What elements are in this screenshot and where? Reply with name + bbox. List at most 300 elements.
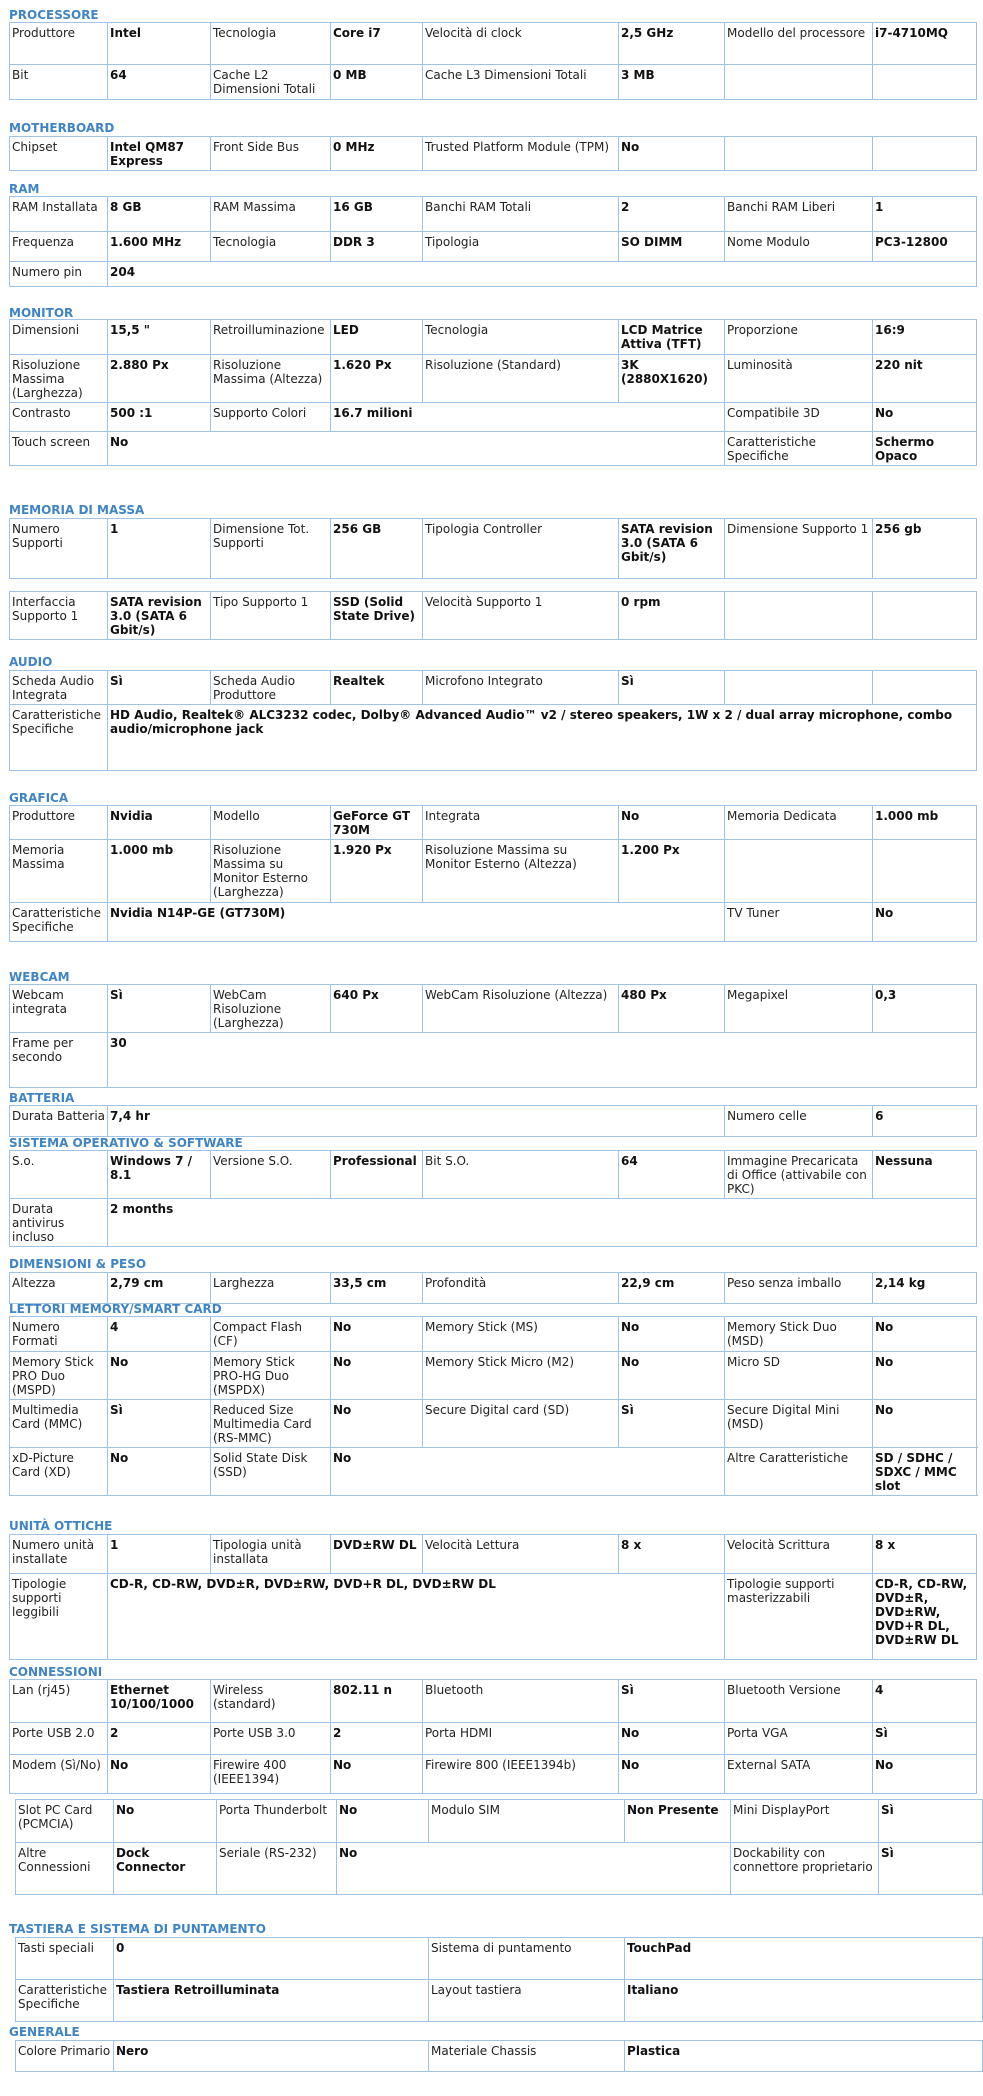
spec-label: Produttore xyxy=(10,806,108,840)
spec-value: Dock Connector xyxy=(114,1843,217,1895)
spec-row xyxy=(16,1980,983,2022)
spec-value: 3 MB xyxy=(619,65,725,100)
spec-value: Sì xyxy=(879,1843,983,1895)
spec-label: Nome Modulo xyxy=(725,232,873,262)
spec-value: 1 xyxy=(108,519,211,579)
spec-row xyxy=(10,592,977,640)
spec-label: Secure Digital Mini (MSD) xyxy=(725,1400,873,1448)
spec-label: Memory Stick PRO Duo (MSPD) xyxy=(10,1352,108,1400)
spec-table xyxy=(15,2040,983,2072)
spec-label: Layout tastiera xyxy=(429,1980,625,2022)
spec-value: No xyxy=(619,806,725,840)
spec-label: xD-Picture Card (XD) xyxy=(10,1448,108,1496)
spec-label: Profondità xyxy=(423,1273,619,1304)
spec-label: Modello del processore xyxy=(725,23,873,65)
section-title: MEMORIA DI MASSA xyxy=(9,503,145,517)
spec-row xyxy=(10,1535,977,1574)
section-title: PROCESSORE xyxy=(9,8,99,22)
spec-table xyxy=(9,136,977,171)
spec-row xyxy=(10,1755,977,1794)
spec-row xyxy=(10,903,977,942)
spec-label: Multimedia Card (MMC) xyxy=(10,1400,108,1448)
spec-label: Firewire 400 (IEEE1394) xyxy=(211,1755,331,1794)
spec-value: 64 xyxy=(619,1151,725,1199)
spec-value xyxy=(873,671,977,705)
spec-value: 220 nit xyxy=(873,355,977,403)
spec-value: 16:9 xyxy=(873,320,977,355)
spec-value: 1.200 Px xyxy=(619,840,725,903)
spec-label: Velocità Lettura xyxy=(423,1535,619,1574)
spec-table xyxy=(9,591,977,640)
spec-label: Retroilluminazione xyxy=(211,320,331,355)
spec-label: Frequenza xyxy=(10,232,108,262)
section-title: MOTHERBOARD xyxy=(9,121,115,135)
spec-label: Bluetooth Versione xyxy=(725,1680,873,1723)
spec-label: Porta VGA xyxy=(725,1723,873,1755)
spec-value: 0 MHz xyxy=(331,137,423,171)
spec-table xyxy=(15,1937,983,2022)
spec-row xyxy=(10,432,977,466)
spec-label: Altre Connessioni xyxy=(16,1843,114,1895)
spec-value: Sì xyxy=(879,1800,983,1843)
spec-value: No xyxy=(873,1400,977,1448)
spec-value: Sì xyxy=(108,1400,211,1448)
spec-table xyxy=(9,1534,977,1660)
spec-label: Produttore xyxy=(10,23,108,65)
spec-value: 16 GB xyxy=(331,197,423,232)
spec-value: Italiano xyxy=(625,1980,983,2022)
spec-label: Memory Stick Duo (MSD) xyxy=(725,1317,873,1352)
spec-value: 1.000 mb xyxy=(108,840,211,903)
spec-value: 2 xyxy=(108,1723,211,1755)
spec-value: 1 xyxy=(873,197,977,232)
spec-label: Contrasto xyxy=(10,403,108,432)
spec-label: Modulo SIM xyxy=(429,1800,625,1843)
spec-table xyxy=(9,1105,977,1137)
spec-label: Tipo Supporto 1 xyxy=(211,592,331,640)
spec-value: 4 xyxy=(873,1680,977,1723)
spec-value: Intel QM87 Express xyxy=(108,137,211,171)
spec-value: No xyxy=(331,1317,423,1352)
spec-value: No xyxy=(331,1448,725,1496)
spec-value: CD-R, CD-RW, DVD±R, DVD±RW, DVD+R DL, DVD±RW DL xyxy=(873,1574,977,1660)
section-title: LETTORI MEMORY/SMART CARD xyxy=(9,1302,222,1316)
spec-value: i7-4710MQ xyxy=(873,23,977,65)
spec-row xyxy=(10,1574,977,1660)
spec-label: Colore Primario xyxy=(16,2041,114,2072)
spec-value: 33,5 cm xyxy=(331,1273,423,1304)
spec-label: Versione S.O. xyxy=(211,1151,331,1199)
section-title: WEBCAM xyxy=(9,970,70,984)
spec-value: 7,4 hr xyxy=(108,1106,725,1137)
spec-value: Realtek xyxy=(331,671,423,705)
spec-value: 0 xyxy=(114,1938,429,1980)
spec-label: Immagine Precaricata di Office (attivabile con PKC) xyxy=(725,1151,873,1199)
spec-label: Chipset xyxy=(10,137,108,171)
spec-label: Tipologia unità installata xyxy=(211,1535,331,1574)
spec-value: No xyxy=(619,137,725,171)
section-title: AUDIO xyxy=(9,655,53,669)
spec-value: HD Audio, Realtek® ALC3232 codec, Dolby® Advanced Audio™ v2 / stereo speakers, 1W x 2 / dual array microphone, combo audio/microphone jack xyxy=(108,705,977,771)
spec-value: Intel xyxy=(108,23,211,65)
spec-value: Sì xyxy=(108,671,211,705)
spec-label: Risoluzione Massima su Monitor Esterno (Larghezza) xyxy=(211,840,331,903)
spec-value: No xyxy=(873,1317,977,1352)
spec-label: Larghezza xyxy=(211,1273,331,1304)
spec-label: Porte USB 3.0 xyxy=(211,1723,331,1755)
spec-row xyxy=(10,320,977,355)
spec-label: Altezza xyxy=(10,1273,108,1304)
spec-label: Peso senza imballo xyxy=(725,1273,873,1304)
spec-table xyxy=(9,1316,977,1496)
spec-row xyxy=(10,1400,977,1448)
spec-value: 256 GB xyxy=(331,519,423,579)
spec-label: Velocità Scrittura xyxy=(725,1535,873,1574)
spec-label: Dimensioni xyxy=(10,320,108,355)
spec-value: SO DIMM xyxy=(619,232,725,262)
spec-label: TV Tuner xyxy=(725,903,873,942)
spec-row xyxy=(10,1680,977,1723)
spec-label: Webcam integrata xyxy=(10,985,108,1033)
spec-row xyxy=(10,403,977,432)
section-title: MONITOR xyxy=(9,306,74,320)
spec-label: Numero Formati xyxy=(10,1317,108,1352)
spec-value: 15,5 " xyxy=(108,320,211,355)
spec-value: No xyxy=(331,1400,423,1448)
spec-label: Secure Digital card (SD) xyxy=(423,1400,619,1448)
spec-label: RAM Massima xyxy=(211,197,331,232)
spec-value: 16.7 milioni xyxy=(331,403,725,432)
spec-value: SATA revision 3.0 (SATA 6 Gbit/s) xyxy=(108,592,211,640)
spec-value: GeForce GT 730M xyxy=(331,806,423,840)
spec-row xyxy=(16,1843,983,1895)
spec-label: Tipologia Controller xyxy=(423,519,619,579)
spec-label: Porte USB 2.0 xyxy=(10,1723,108,1755)
spec-value: 2,79 cm xyxy=(108,1273,211,1304)
spec-value: 2 months xyxy=(108,1199,977,1247)
spec-value: Sì xyxy=(619,1400,725,1448)
spec-value: SD / SDHC / SDXC / MMC slot xyxy=(873,1448,977,1496)
spec-label: Proporzione xyxy=(725,320,873,355)
spec-label: S.o. xyxy=(10,1151,108,1199)
spec-value: Windows 7 / 8.1 xyxy=(108,1151,211,1199)
spec-table xyxy=(9,670,977,771)
spec-label: Numero Supporti xyxy=(10,519,108,579)
spec-table xyxy=(9,984,977,1088)
spec-label: Caratteristiche Specifiche xyxy=(10,705,108,771)
spec-value: Sì xyxy=(619,1680,725,1723)
spec-value: SSD (Solid State Drive) xyxy=(331,592,423,640)
spec-row xyxy=(10,1106,977,1137)
spec-value: 0 MB xyxy=(331,65,423,100)
spec-label: Tasti speciali xyxy=(16,1938,114,1980)
spec-value: 4 xyxy=(108,1317,211,1352)
spec-label: Risoluzione Massima su Monitor Esterno (Altezza) xyxy=(423,840,619,903)
spec-value: 480 Px xyxy=(619,985,725,1033)
spec-row xyxy=(10,1033,977,1088)
spec-value: No xyxy=(873,1755,977,1794)
spec-value xyxy=(873,592,977,640)
spec-value: 204 xyxy=(108,262,977,287)
spec-value: No xyxy=(114,1800,217,1843)
spec-value: PC3-12800 xyxy=(873,232,977,262)
spec-label: Supporto Colori xyxy=(211,403,331,432)
spec-label: Cache L2 Dimensioni Totali xyxy=(211,65,331,100)
section-title: SISTEMA OPERATIVO & SOFTWARE xyxy=(9,1136,243,1150)
spec-table xyxy=(9,1150,977,1247)
spec-row xyxy=(10,137,977,171)
spec-row xyxy=(10,355,977,403)
section-title: RAM xyxy=(9,182,40,196)
spec-value: Sì xyxy=(873,1723,977,1755)
spec-label: Banchi RAM Totali xyxy=(423,197,619,232)
spec-label: Tipologie supporti masterizzabili xyxy=(725,1574,873,1660)
spec-label: Megapixel xyxy=(725,985,873,1033)
spec-row xyxy=(10,1151,977,1199)
spec-label: Slot PC Card (PCMCIA) xyxy=(16,1800,114,1843)
spec-label: WebCam Risoluzione (Altezza) xyxy=(423,985,619,1033)
spec-label: Modem (Sì/No) xyxy=(10,1755,108,1794)
spec-label: Risoluzione (Standard) xyxy=(423,355,619,403)
spec-value: DVD±RW DL xyxy=(331,1535,423,1574)
spec-value: SATA revision 3.0 (SATA 6 Gbit/s) xyxy=(619,519,725,579)
spec-row xyxy=(10,671,977,705)
spec-label: Microfono Integrato xyxy=(423,671,619,705)
spec-label: Caratteristiche Specifiche xyxy=(16,1980,114,2022)
spec-label: Tipologia xyxy=(423,232,619,262)
spec-row xyxy=(10,806,977,840)
spec-label: Memoria Dedicata xyxy=(725,806,873,840)
spec-label: External SATA xyxy=(725,1755,873,1794)
spec-label: Numero pin xyxy=(10,262,108,287)
spec-value: 8 x xyxy=(873,1535,977,1574)
spec-table xyxy=(9,518,977,579)
section-title: BATTERIA xyxy=(9,1091,75,1105)
spec-value: No xyxy=(108,1448,211,1496)
spec-label: Compatibile 3D xyxy=(725,403,873,432)
spec-value: No xyxy=(108,1755,211,1794)
spec-label: Durata antivirus incluso xyxy=(10,1199,108,1247)
spec-label: Materiale Chassis xyxy=(429,2041,625,2072)
spec-value: No xyxy=(331,1352,423,1400)
spec-table xyxy=(9,319,977,466)
spec-label: Numero celle xyxy=(725,1106,873,1137)
section-title: GENERALE xyxy=(9,2025,80,2039)
spec-label: Dimensione Tot. Supporti xyxy=(211,519,331,579)
spec-value: 500 :1 xyxy=(108,403,211,432)
spec-label: Interfaccia Supporto 1 xyxy=(10,592,108,640)
spec-row xyxy=(10,262,977,287)
spec-label: Memory Stick PRO-HG Duo (MSPDX) xyxy=(211,1352,331,1400)
spec-label: Altre Caratteristiche xyxy=(725,1448,873,1496)
spec-row xyxy=(16,2041,983,2072)
spec-label: Reduced Size Multimedia Card (RS-MMC) xyxy=(211,1400,331,1448)
spec-label: RAM Installata xyxy=(10,197,108,232)
spec-value: No xyxy=(873,1352,977,1400)
spec-label: Scheda Audio Produttore xyxy=(211,671,331,705)
spec-value: Nero xyxy=(114,2041,429,2072)
spec-row xyxy=(10,1317,977,1352)
spec-value: No xyxy=(619,1352,725,1400)
spec-row xyxy=(10,23,977,65)
spec-row xyxy=(10,1199,977,1247)
spec-label: Tecnologia xyxy=(211,23,331,65)
spec-label: Mini DisplayPort xyxy=(731,1800,879,1843)
spec-value: No xyxy=(619,1755,725,1794)
spec-label: Cache L3 Dimensioni Totali xyxy=(423,65,619,100)
spec-label: Banchi RAM Liberi xyxy=(725,197,873,232)
spec-label: Numero unità installate xyxy=(10,1535,108,1574)
spec-value: Nessuna xyxy=(873,1151,977,1199)
spec-label: Wireless (standard) xyxy=(211,1680,331,1723)
spec-label: Front Side Bus xyxy=(211,137,331,171)
spec-row xyxy=(16,1938,983,1980)
spec-row xyxy=(16,1800,983,1843)
spec-label: Integrata xyxy=(423,806,619,840)
spec-value: 2.880 Px xyxy=(108,355,211,403)
spec-table xyxy=(9,196,977,287)
spec-row xyxy=(10,519,977,579)
spec-value: 802.11 n xyxy=(331,1680,423,1723)
spec-label: Velocità Supporto 1 xyxy=(423,592,619,640)
spec-row xyxy=(10,840,977,903)
spec-row xyxy=(10,197,977,232)
spec-label: Scheda Audio Integrata xyxy=(10,671,108,705)
spec-value xyxy=(873,65,977,100)
spec-row xyxy=(10,705,977,771)
spec-value: Sì xyxy=(619,671,725,705)
section-title: UNITÀ OTTICHE xyxy=(9,1519,113,1533)
spec-value: 2,14 kg xyxy=(873,1273,977,1304)
spec-label: Dockability con connettore proprietario xyxy=(731,1843,879,1895)
spec-row xyxy=(10,1448,977,1496)
spec-label: Tecnologia xyxy=(423,320,619,355)
spec-value: 1 xyxy=(108,1535,211,1574)
spec-row xyxy=(10,1352,977,1400)
spec-table xyxy=(9,1272,977,1304)
spec-label: WebCam Risoluzione (Larghezza) xyxy=(211,985,331,1033)
spec-value xyxy=(873,137,977,171)
spec-row xyxy=(10,65,977,100)
spec-value: LCD Matrice Attiva (TFT) xyxy=(619,320,725,355)
spec-label xyxy=(725,671,873,705)
spec-label: Dimensione Supporto 1 xyxy=(725,519,873,579)
spec-table xyxy=(15,1799,983,1895)
spec-label: Memoria Massima xyxy=(10,840,108,903)
spec-value: Non Presente xyxy=(625,1800,731,1843)
spec-label: Frame per secondo xyxy=(10,1033,108,1088)
spec-value: Ethernet 10/100/1000 xyxy=(108,1680,211,1723)
spec-value: Tastiera Retroilluminata xyxy=(114,1980,429,2022)
spec-label: Memory Stick Micro (M2) xyxy=(423,1352,619,1400)
spec-value: No xyxy=(619,1317,725,1352)
spec-value: Professional xyxy=(331,1151,423,1199)
spec-label: Velocità di clock xyxy=(423,23,619,65)
spec-value: Schermo Opaco xyxy=(873,432,977,466)
section-title: TASTIERA E SISTEMA DI PUNTAMENTO xyxy=(9,1922,266,1936)
spec-label: Tipologie supporti leggibili xyxy=(10,1574,108,1660)
spec-value xyxy=(873,840,977,903)
spec-value: 30 xyxy=(108,1033,977,1088)
spec-table xyxy=(9,22,977,100)
spec-label xyxy=(725,592,873,640)
spec-label: Micro SD xyxy=(725,1352,873,1400)
spec-value: 1.620 Px xyxy=(331,355,423,403)
spec-table xyxy=(9,805,977,942)
spec-value: Core i7 xyxy=(331,23,423,65)
spec-row xyxy=(10,1273,977,1304)
spec-value: DDR 3 xyxy=(331,232,423,262)
spec-label: Memory Stick (MS) xyxy=(423,1317,619,1352)
spec-value: LED xyxy=(331,320,423,355)
spec-label: Touch screen xyxy=(10,432,108,466)
spec-label xyxy=(725,840,873,903)
spec-value: Plastica xyxy=(625,2041,983,2072)
spec-value: 0 rpm xyxy=(619,592,725,640)
spec-value: No xyxy=(873,903,977,942)
section-title: CONNESSIONI xyxy=(9,1665,103,1679)
spec-row xyxy=(10,985,977,1033)
spec-value: 6 xyxy=(873,1106,977,1137)
spec-value: No xyxy=(337,1843,731,1895)
spec-value: 1.600 MHz xyxy=(108,232,211,262)
spec-value: 1.920 Px xyxy=(331,840,423,903)
spec-label: Bluetooth xyxy=(423,1680,619,1723)
spec-value: 2 xyxy=(331,1723,423,1755)
spec-value: 1.000 mb xyxy=(873,806,977,840)
spec-label: Firewire 800 (IEEE1394b) xyxy=(423,1755,619,1794)
spec-value: 256 gb xyxy=(873,519,977,579)
spec-value: TouchPad xyxy=(625,1938,983,1980)
spec-label: Porta HDMI xyxy=(423,1723,619,1755)
spec-label: Seriale (RS-232) xyxy=(217,1843,337,1895)
spec-value: No xyxy=(108,1352,211,1400)
spec-label: Bit S.O. xyxy=(423,1151,619,1199)
spec-value: No xyxy=(331,1755,423,1794)
spec-value: 22,9 cm xyxy=(619,1273,725,1304)
spec-value: No xyxy=(108,432,725,466)
spec-label: Bit xyxy=(10,65,108,100)
spec-label: Trusted Platform Module (TPM) xyxy=(423,137,619,171)
spec-label: Tecnologia xyxy=(211,232,331,262)
spec-label: Risoluzione Massima (Larghezza) xyxy=(10,355,108,403)
spec-label: Porta Thunderbolt xyxy=(217,1800,337,1843)
spec-table xyxy=(9,1679,977,1794)
spec-label: Caratteristiche Specifiche xyxy=(725,432,873,466)
spec-value: 8 GB xyxy=(108,197,211,232)
spec-label xyxy=(725,137,873,171)
spec-value: Nvidia xyxy=(108,806,211,840)
spec-value: 64 xyxy=(108,65,211,100)
section-title: GRAFICA xyxy=(9,791,69,805)
spec-label: Caratteristiche Specifiche xyxy=(10,903,108,942)
spec-value: No xyxy=(619,1723,725,1755)
spec-value: Sì xyxy=(108,985,211,1033)
spec-label: Durata Batteria xyxy=(10,1106,108,1137)
spec-value: CD-R, CD-RW, DVD±R, DVD±RW, DVD+R DL, DVD±RW DL xyxy=(108,1574,725,1660)
spec-label: Risoluzione Massima (Altezza) xyxy=(211,355,331,403)
spec-row xyxy=(10,1723,977,1755)
spec-label: Lan (rj45) xyxy=(10,1680,108,1723)
spec-value: 2,5 GHz xyxy=(619,23,725,65)
spec-row xyxy=(10,232,977,262)
spec-value: 8 x xyxy=(619,1535,725,1574)
spec-value: 640 Px xyxy=(331,985,423,1033)
spec-label: Sistema di puntamento xyxy=(429,1938,625,1980)
section-title: DIMENSIONI & PESO xyxy=(9,1257,147,1271)
spec-label xyxy=(725,65,873,100)
spec-value: No xyxy=(337,1800,429,1843)
